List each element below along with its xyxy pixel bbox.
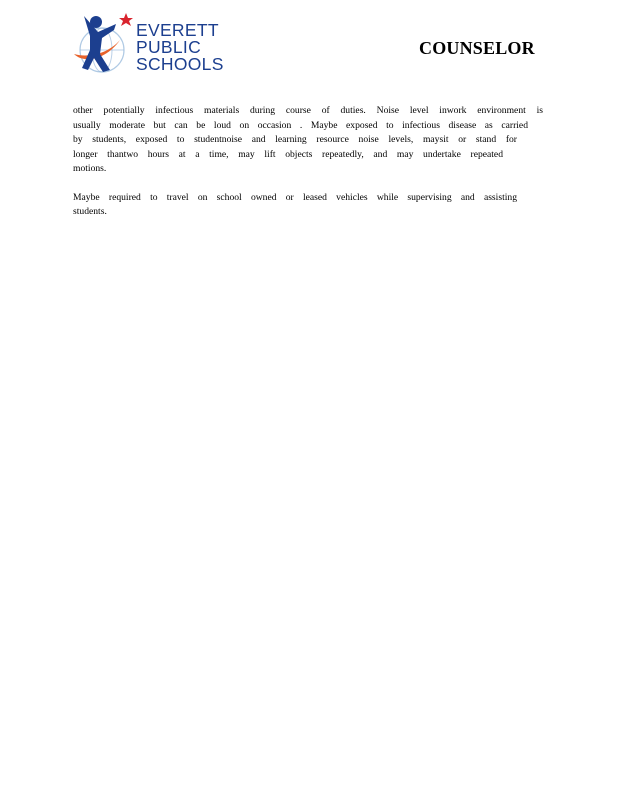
paragraph-working-conditions [73, 104, 543, 177]
logo-line-1: EVERETT [136, 20, 219, 40]
document-title: COUNSELOR [419, 38, 535, 58]
paragraph-travel [73, 191, 543, 220]
logo-wordmark [136, 22, 224, 73]
document-body [73, 104, 543, 234]
text-line: by students, exposed to studentnoise and learning resource noise levels, maysit or stand for [73, 134, 517, 145]
text-line: longer thantwo hours at a time, may lift objects repeatedly, and may undertake repeated [73, 148, 503, 160]
text-line: usually moderate but can be loud on occasion . Maybe exposed to infectious disease as carried [73, 119, 528, 131]
text-line: motions. [73, 163, 107, 174]
text-line: other potentially infectious materials during course of duties. Noise level inwork environment is [73, 105, 543, 116]
logo-line-2: PUBLIC [136, 37, 202, 57]
text-line: Maybe required to travel on school owned or leased vehicles while supervising and assisting [73, 191, 517, 203]
everett-public-schools-logo [70, 10, 240, 78]
logo-line-3: SCHOOLS [136, 54, 224, 74]
text-line: students. [73, 206, 107, 217]
logo-emblem-icon [70, 10, 134, 78]
